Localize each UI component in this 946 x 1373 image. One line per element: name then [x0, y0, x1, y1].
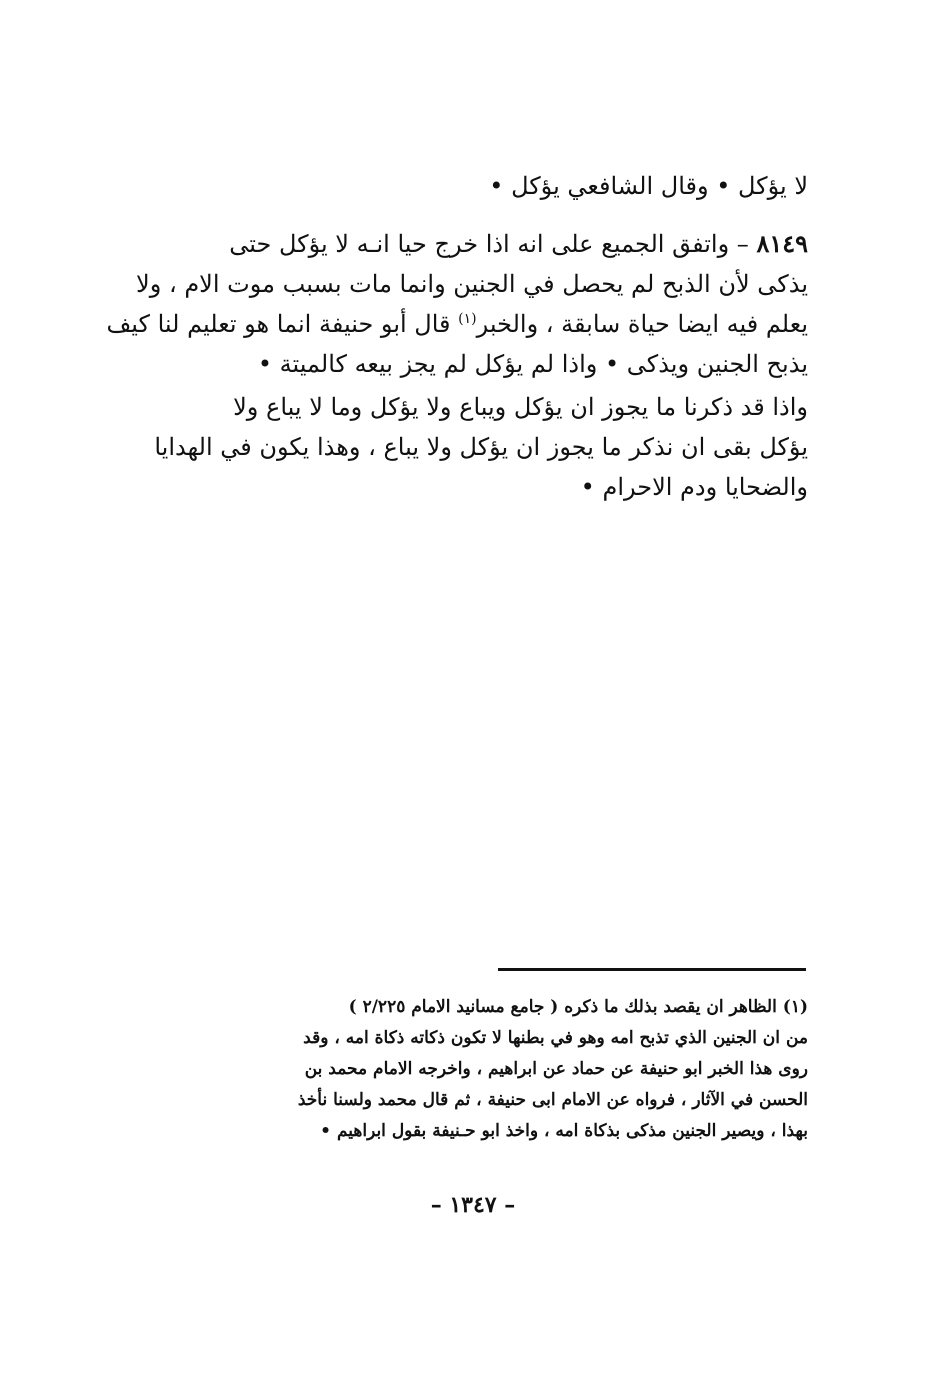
paragraph-8149 — [106, 224, 808, 384]
footnote-line: بهذا ، ويصير الجنين مذكى بذكاة امه ، واخذ ابو حـنيفة بقول ابراهيم • — [320, 1121, 808, 1141]
text-line: يذبح الجنين ويذكى • واذا لم يؤكل لم يجز بيعه كالميتة • — [257, 350, 808, 378]
text-segment: قال أبو حنيفة انما هو تعليم لنا كيف — [106, 310, 459, 338]
text-line: يذكى لأن الذبح لم يحصل في الجنين وانما مات بسبب موت الام ، ولا — [136, 270, 808, 298]
footnote — [128, 992, 808, 1147]
paragraph-number: ٨١٤٩ — [756, 229, 808, 258]
paragraph-closing — [133, 387, 808, 507]
footnote-divider — [498, 968, 806, 971]
text-line: يؤكل بقى ان نذكر ما يجوز ان يؤكل ولا يباع ، وهذا يكون في الهدايا — [154, 433, 808, 461]
text-line — [106, 304, 808, 344]
footnote-marker: (١) — [458, 311, 477, 327]
footnote-line: من ان الجنين الذي تذبح امه وهو في بطنها لا تكون ذكاته ذكاة امه ، وقد — [303, 1028, 808, 1048]
text-line: لا يؤكل • وقال الشافعي يؤكل • — [489, 172, 808, 200]
text-line: واذا قد ذكرنا ما يجوز ان يؤكل ويباع ولا يؤكل وما لا يباع ولا — [233, 393, 808, 421]
text-line — [133, 224, 808, 264]
footnote-line: روى هذا الخبر ابو حنيفة عن حماد عن ابراهيم ، واخرجه الامام محمد بن — [304, 1059, 808, 1079]
text-line: والضحايا ودم الاحرام • — [580, 473, 808, 501]
text-segment: – واتفق الجميع على انه اذا خرج حيا انـه لا يؤكل حتى — [229, 230, 757, 258]
paragraph-continuation — [133, 166, 808, 206]
text-segment: يعلم فيه ايضا حياة سابقة ، والخبر — [476, 310, 808, 338]
footnote-line: (١) الظاهر ان يقصد بذلك ما ذكره ( جامع مسانيد الامام ٢/٢٢٥ ) — [348, 997, 808, 1017]
footnote-line: الحسن في الآثار ، فرواه عن الامام ابى حنيفة ، ثم قال محمد ولسنا نأخذ — [297, 1090, 808, 1110]
page-number: – ١٣٤٧ – — [430, 1192, 516, 1218]
